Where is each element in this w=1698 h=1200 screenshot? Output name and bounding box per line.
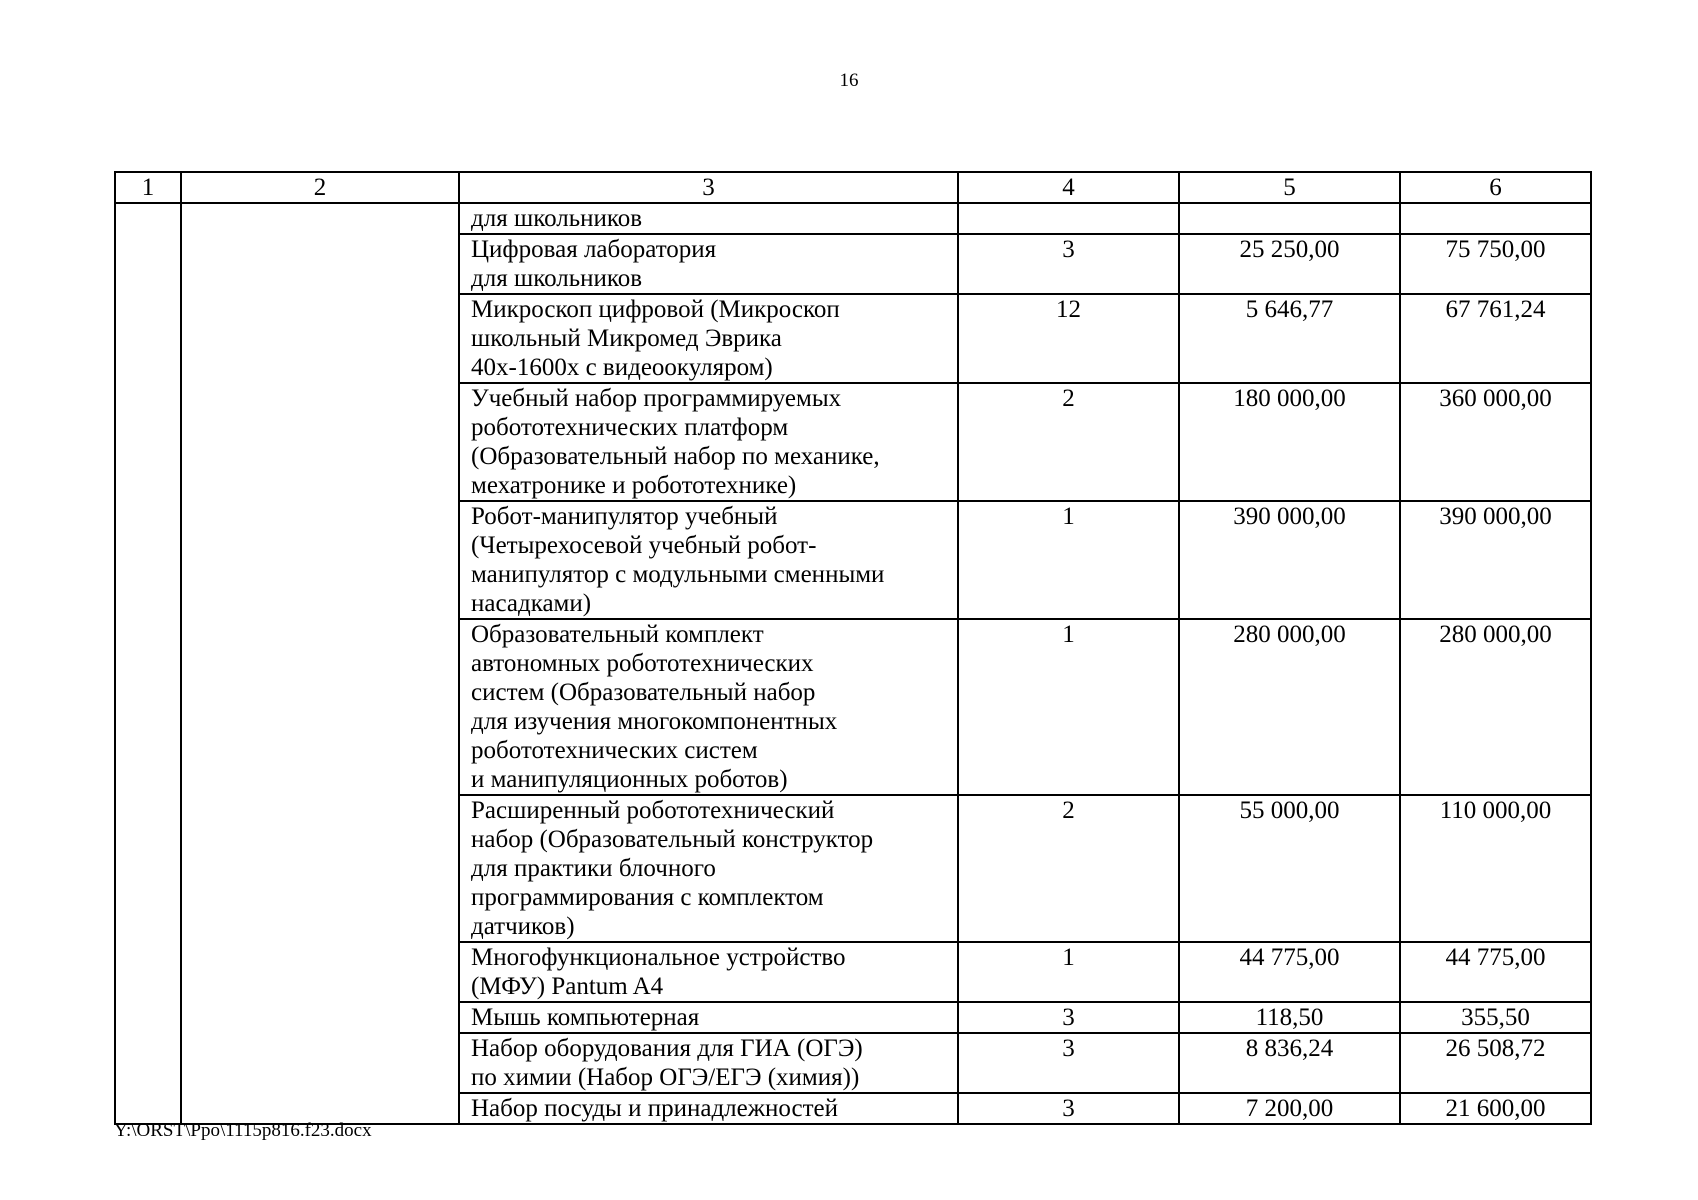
cell-text-line: 7 200,00	[1245, 1095, 1334, 1122]
quantity-cell	[958, 1002, 1179, 1033]
cell-text-line: программирования с комплектом	[471, 884, 824, 911]
col-2-cell	[181, 203, 459, 1124]
item-name-cell	[459, 795, 958, 942]
unit-price-cell	[1179, 1033, 1400, 1093]
total-cell	[1400, 1033, 1591, 1093]
cell-text-line: Робот-манипулятор учебный	[471, 503, 778, 530]
cell-text-line: 12	[1056, 296, 1081, 323]
cell-text-line: систем (Образовательный набор	[471, 679, 816, 706]
cell-text-line: датчиков)	[471, 913, 575, 940]
item-name-cell	[459, 501, 958, 619]
cell-text-line: 1	[1062, 621, 1075, 648]
total-cell	[1400, 294, 1591, 383]
cell-text-line: для изучения многокомпонентных	[471, 708, 838, 735]
total-cell	[1400, 383, 1591, 501]
cell-text-line: (МФУ) Pantum A4	[471, 973, 664, 1000]
cell-text-line: по химии (Набор ОГЭ/ЕГЭ (химия))	[471, 1064, 860, 1091]
cell-text-line: 44 775,00	[1445, 944, 1546, 971]
total-cell	[1400, 942, 1591, 1002]
unit-price-cell	[1179, 619, 1400, 795]
unit-price-cell	[1179, 383, 1400, 501]
header-cell: 5	[1179, 172, 1400, 203]
quantity-cell	[958, 501, 1179, 619]
cell-text-line: 280 000,00	[1233, 621, 1346, 648]
total-cell	[1400, 795, 1591, 942]
unit-price-cell	[1179, 795, 1400, 942]
quantity-cell	[958, 1093, 1179, 1124]
cell-text-line: 8 836,24	[1245, 1035, 1334, 1062]
unit-price-cell	[1179, 203, 1400, 234]
cell-text-line: 1	[1062, 503, 1075, 530]
table-row	[115, 203, 1591, 234]
quantity-cell	[958, 234, 1179, 294]
header-cell: 2	[181, 172, 459, 203]
cell-text-line: автономных робототехнических	[471, 650, 814, 677]
cell-text-line: 390 000,00	[1233, 503, 1346, 530]
item-name-cell	[459, 234, 958, 294]
cell-text-line: Расширенный робототехнический	[471, 797, 835, 824]
cell-text-line: 3	[1062, 1035, 1075, 1062]
cell-text-line: 5 646,77	[1245, 296, 1334, 323]
cell-text-line: Многофункциональное устройство	[471, 944, 846, 971]
cell-text-line: 26 508,72	[1445, 1035, 1546, 1062]
cell-text-line: 44 775,00	[1239, 944, 1340, 971]
item-name-cell	[459, 294, 958, 383]
total-cell	[1400, 1002, 1591, 1033]
cell-text-line: набор (Образовательный конструктор	[471, 826, 874, 853]
unit-price-cell	[1179, 1093, 1400, 1124]
item-name-cell	[459, 1002, 958, 1033]
cell-text-line: 40х-1600х с видеоокуляром)	[471, 354, 773, 381]
cell-text-line: 67 761,24	[1445, 296, 1546, 323]
quantity-cell	[958, 942, 1179, 1002]
equipment-table	[114, 171, 1592, 1125]
cell-text-line: Набор оборудования для ГИА (ОГЭ)	[471, 1035, 863, 1062]
cell-text-line: 280 000,00	[1439, 621, 1552, 648]
cell-text-line: и манипуляционных роботов)	[471, 766, 788, 793]
cell-text-line: (Четырехосевой учебный робот-	[471, 532, 817, 559]
cell-text-line: школьный Микромед Эврика	[471, 325, 782, 352]
item-name-cell	[459, 383, 958, 501]
cell-text-line: 3	[1062, 236, 1075, 263]
item-name-cell	[459, 203, 958, 234]
cell-text-line: 2	[1062, 385, 1075, 412]
cell-text-line: Мышь компьютерная	[471, 1004, 700, 1031]
cell-text-line: 75 750,00	[1445, 236, 1546, 263]
quantity-cell	[958, 203, 1179, 234]
total-cell	[1400, 619, 1591, 795]
quantity-cell	[958, 795, 1179, 942]
cell-text-line: насадками)	[471, 590, 592, 617]
cell-text-line: 2	[1062, 797, 1075, 824]
cell-text-line: для школьников	[471, 205, 643, 232]
unit-price-cell	[1179, 501, 1400, 619]
header-cell: 1	[115, 172, 181, 203]
unit-price-cell	[1179, 234, 1400, 294]
cell-text-line: 55 000,00	[1239, 797, 1340, 824]
quantity-cell	[958, 619, 1179, 795]
header-cell: 6	[1400, 172, 1591, 203]
header-cell: 4	[958, 172, 1179, 203]
cell-text-line: 355,50	[1461, 1004, 1530, 1031]
header-cell: 3	[459, 172, 958, 203]
page-number: 16	[839, 70, 859, 91]
cell-text-line: Образовательный комплект	[471, 621, 764, 648]
table-header-row	[115, 172, 1591, 203]
cell-text-line: 390 000,00	[1439, 503, 1552, 530]
cell-text-line: 118,50	[1255, 1004, 1324, 1031]
total-cell	[1400, 234, 1591, 294]
cell-text-line: Учебный набор программируемых	[471, 385, 842, 412]
cell-text-line: 1	[1062, 944, 1075, 971]
cell-text-line: 180 000,00	[1233, 385, 1346, 412]
item-name-cell	[459, 1033, 958, 1093]
cell-text-line: Набор посуды и принадлежностей	[471, 1095, 839, 1122]
unit-price-cell	[1179, 1002, 1400, 1033]
quantity-cell	[958, 1033, 1179, 1093]
cell-text-line: манипулятор с модульными сменными	[471, 561, 885, 588]
col-1-cell	[115, 203, 181, 1124]
cell-text-line: 21 600,00	[1445, 1095, 1546, 1122]
cell-text-line: мехатронике и робототехнике)	[471, 472, 797, 499]
cell-text-line: Микроскоп цифровой (Микроскоп	[471, 296, 840, 323]
unit-price-cell	[1179, 294, 1400, 383]
cell-text-line: Цифровая лаборатория	[471, 236, 717, 263]
cell-text-line: робототехнических платформ	[471, 414, 789, 441]
quantity-cell	[958, 294, 1179, 383]
total-cell	[1400, 203, 1591, 234]
unit-price-cell	[1179, 942, 1400, 1002]
cell-text-line: 110 000,00	[1439, 797, 1552, 824]
cell-text-line: робототехнических систем	[471, 737, 758, 764]
item-name-cell	[459, 942, 958, 1002]
cell-text-line: (Образовательный набор по механике,	[471, 443, 880, 470]
cell-text-line: для школьников	[471, 265, 643, 292]
cell-text-line: 3	[1062, 1004, 1075, 1031]
cell-text-line: для практики блочного	[471, 855, 716, 882]
footer-file-path: Y:\ORST\Ppo\1115p816.f23.docx	[114, 1120, 372, 1141]
cell-text-line: 25 250,00	[1239, 236, 1340, 263]
item-name-cell	[459, 1093, 958, 1124]
total-cell	[1400, 1093, 1591, 1124]
item-name-cell	[459, 619, 958, 795]
cell-text-line: 360 000,00	[1439, 385, 1552, 412]
quantity-cell	[958, 383, 1179, 501]
cell-text-line: 3	[1062, 1095, 1075, 1122]
total-cell	[1400, 501, 1591, 619]
